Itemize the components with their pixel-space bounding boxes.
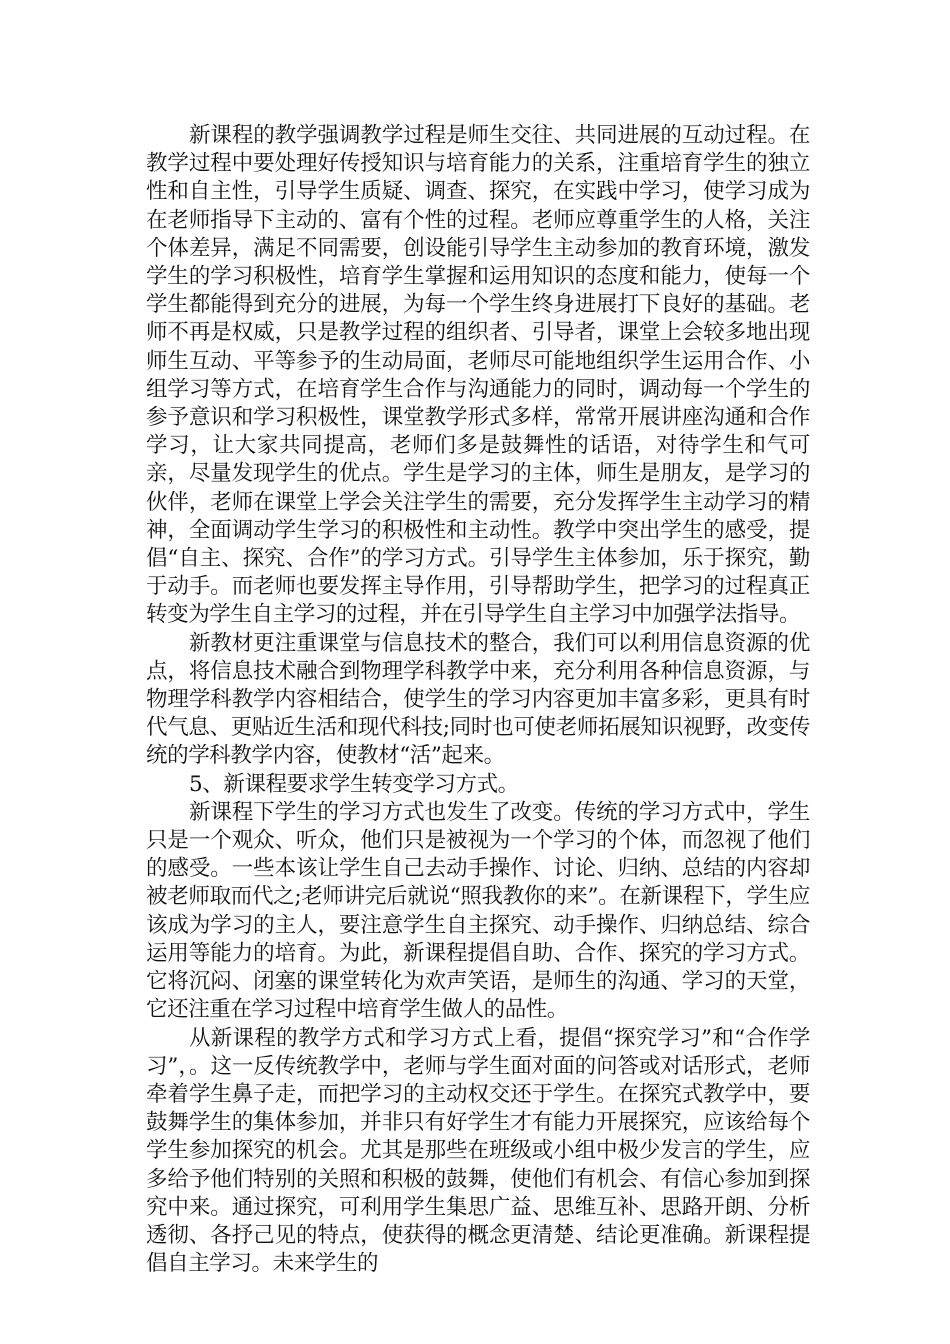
document-body	[146, 122, 810, 1278]
paragraph-information-technology: 新教材更注重课堂与信息技术的整合，我们可以利用信息资源的优点，将信息技术融合到物理学科教学中来，充分利用各种信息资源，与物理学科教学内容相结合，使学生的学习内容更加丰富多彩，更具有时代气息、更贴近生活和现代科技;同时也可使老师拓展知识视野，改变传统的学科教学内容，使教材“活”起来。	[146, 630, 810, 769]
paragraph-learning-methods: 新课程下学生的学习方式也发生了改变。传统的学习方式中，学生只是一个观众、听众，他们只是被视为一个学习的个体，而忽视了他们的感受。一些本该让学生自己去动手操作、讨论、归纳、总结的内容却被老师取而代之;老师讲完后就说“照我教你的来”。在新课程下，学生应该成为学习的主人，要注意学生自主探究、动手操作、归纳总结、综合运用等能力的培育。为此，新课程提倡自助、合作、探究的学习方式。它将沉闷、闭塞的课堂转化为欢声笑语，是师生的沟通、学习的天堂，它还注重在学习过程中培育学生做人的品性。	[146, 799, 810, 1023]
paragraph-teaching-process: 新课程的教学强调教学过程是师生交往、共同进展的互动过程。在教学过程中要处理好传授知识与培育能力的关系，注重培育学生的独立性和自主性，引导学生质疑、调查、探究，在实践中学习，使学习成为在老师指导下主动的、富有个性的过程。老师应尊重学生的人格，关注个体差异，满足不同需要，创设能引导学生主动参加的教育环境，激发学生的学习积极性，培育学生掌握和运用知识的态度和能力，使每一个学生都能得到充分的进展，为每一个学生终身进展打下良好的基础。老师不再是权威，只是教学过程的组织者、引导者，课堂上会较多地出现师生互动、平等参予的生动局面，老师尽可能地组织学生运用合作、小组学习等方式，在培育学生合作与沟通能力的同时，调动每一个学生的参予意识和学习积极性，课堂教学形式多样，常常开展讲座沟通和合作学习，让大家共同提高，老师们多是鼓舞性的话语，对待学生和气可亲，尽量发现学生的优点。学生是学习的主体，师生是朋友，是学习的伙伴，老师在课堂上学会关注学生的需要，充分发挥学生主动学习的精神，全面调动学生学习的积极性和主动性。教学中突出学生的感受，提倡“自主、探究、合作”的学习方式。引导学生主体参加，乐于探究，勤于动手。而老师也要发挥主导作用，引导帮助学生，把学习的过程真正转变为学生自主学习的过程，并在引导学生自主学习中加强学法指导。	[146, 123, 810, 628]
section-heading-learning-methods: 5、新课程要求学生转变学习方式。	[189, 771, 519, 797]
paragraph-inquiry-learning: 从新课程的教学方式和学习方式上看，提倡“探究学习”和“合作学习”，。这一反传统教学中，老师与学生面对面的问答或对话形式，老师牵着学生鼻子走，而把学习的主动权交还于学生。在探究式教学中，要鼓舞学生的集体参加，并非只有好学生才有能力开展探究，应该给每个学生参加探究的机会。尤其是那些在班级或小组中极少发言的学生，应多给予他们特别的关照和积极的鼓舞，使他们有机会、有信心参加到探究中来。通过探究，可利用学生集思广益、思维互补、思路开朗、分析透彻、各抒己见的特点，使获得的概念更清楚、结论更准确。新课程提倡自主学习。未来学生的	[146, 1025, 810, 1277]
